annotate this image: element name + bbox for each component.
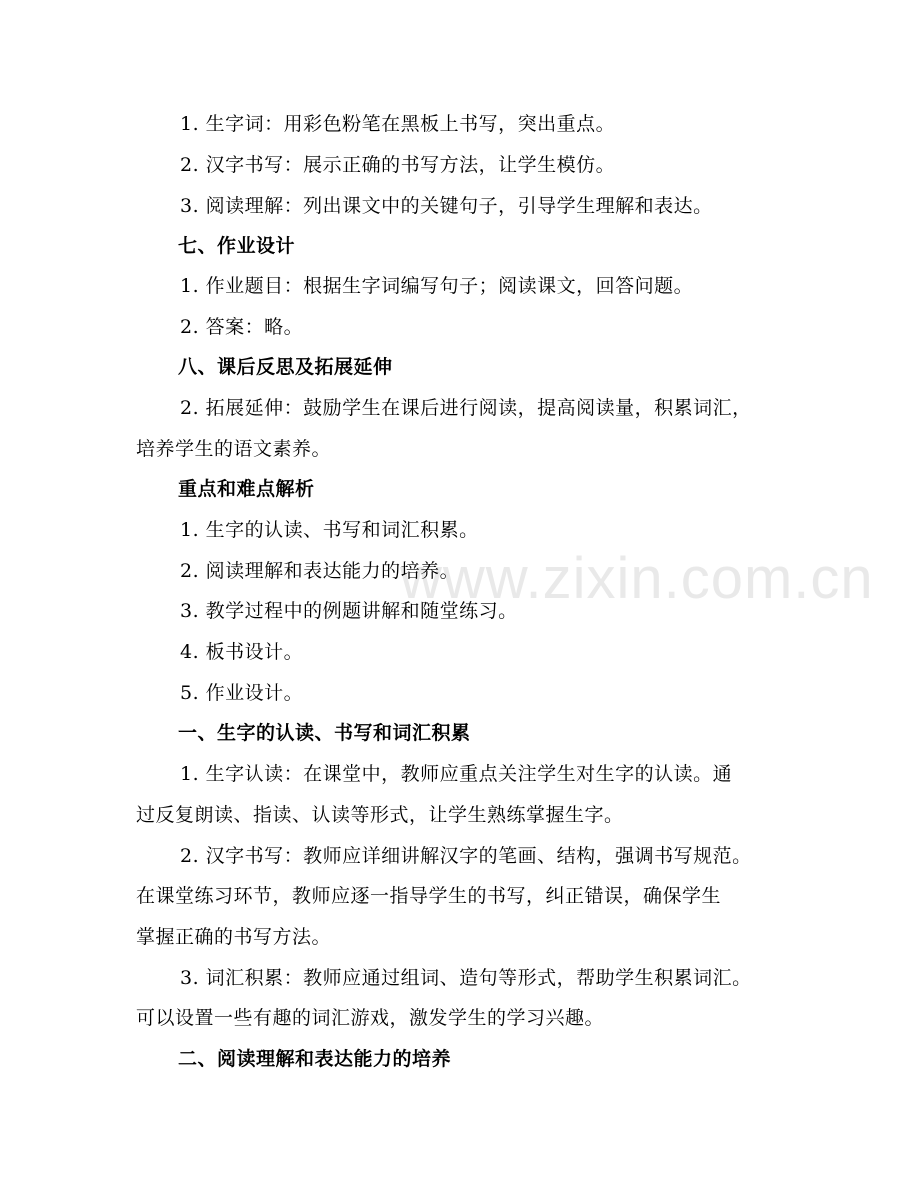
list-item: 2. 汉字书写：展示正确的书写方法，让学生模仿。 xyxy=(180,154,616,176)
section-heading: 一、生字的认读、书写和词汇积累 xyxy=(178,722,471,744)
paragraph-line: 可以设置一些有趣的词汇游戏，激发学生的学习兴趣。 xyxy=(136,1007,605,1029)
list-item: 4. 板书设计。 xyxy=(180,641,304,663)
paragraph-line: 2. 拓展延伸：鼓励学生在课后进行阅读，提高阅读量，积累词汇， xyxy=(180,397,752,419)
list-item: 3. 阅读理解：列出课文中的关键句子，引导学生理解和表达。 xyxy=(180,195,713,217)
paragraph-line: 1. 生字认读：在课堂中，教师应重点关注学生对生字的认读。通 xyxy=(180,763,733,785)
list-item: 3. 教学过程中的例题讲解和随堂练习。 xyxy=(180,600,518,622)
list-item: 2. 阅读理解和表达能力的培养。 xyxy=(180,560,460,582)
paragraph-line: 掌握正确的书写方法。 xyxy=(136,926,332,948)
paragraph-line: 3. 词汇积累：教师应通过组词、造句等形式，帮助学生积累词汇。 xyxy=(180,967,752,989)
list-item: 1. 作业题目：根据生字词编写句子；阅读课文，回答问题。 xyxy=(180,275,694,297)
paragraph-line: 培养学生的语文素养。 xyxy=(136,438,332,460)
section-heading: 重点和难点解析 xyxy=(178,478,315,500)
paragraph-line: 2. 汉字书写：教师应详细讲解汉字的笔画、结构，强调书写规范。 xyxy=(180,845,752,867)
list-item: 1. 生字的认读、书写和词汇积累。 xyxy=(180,519,479,541)
watermark: www.zixin.com.cn xyxy=(400,546,874,611)
paragraph-line: 过反复朗读、指读、认读等形式，让学生熟练掌握生字。 xyxy=(136,804,624,826)
list-item: 2. 答案：略。 xyxy=(180,316,304,338)
section-heading: 八、课后反思及拓展延伸 xyxy=(178,356,393,378)
list-item: 1. 生字词：用彩色粉笔在黑板上书写，突出重点。 xyxy=(180,113,616,135)
section-heading: 七、作业设计 xyxy=(178,235,296,257)
section-heading: 二、阅读理解和表达能力的培养 xyxy=(178,1048,452,1070)
list-item: 5. 作业设计。 xyxy=(180,682,304,704)
paragraph-line: 在课堂练习环节，教师应逐一指导学生的书写，纠正错误，确保学生 xyxy=(136,885,722,907)
